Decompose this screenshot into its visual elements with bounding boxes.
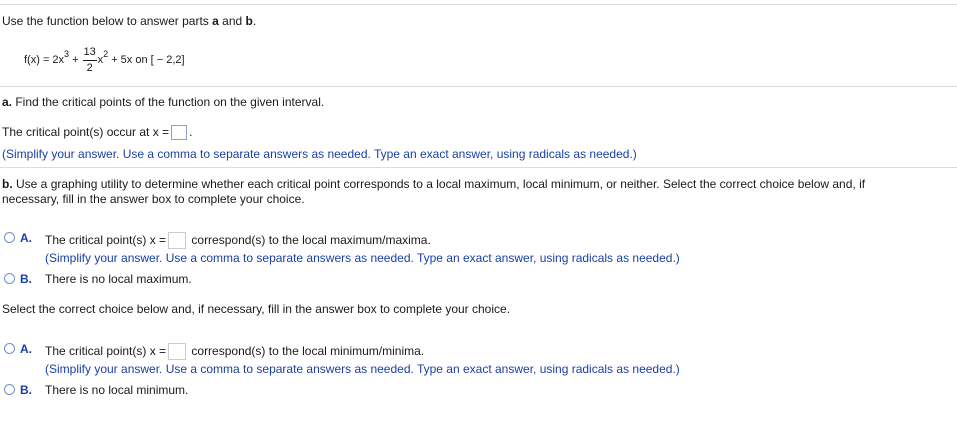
min-option-a: The critical point(s) x = correspond(s) to the local minimum/minima. xyxy=(45,344,425,358)
max-option-a-letter: A. xyxy=(20,231,32,245)
local-max-input[interactable] xyxy=(168,232,186,249)
local-min-input[interactable] xyxy=(168,343,186,360)
max-option-a-radio[interactable] xyxy=(4,232,15,243)
min-option-a-letter: A. xyxy=(20,342,32,356)
max-option-a-hint: (Simplify your answer. Use a comma to separate answers as needed. Type an exact answer, using radicals as needed.) xyxy=(45,251,680,265)
critical-points-input[interactable] xyxy=(171,125,187,140)
max-option-a: The critical point(s) x = correspond(s) to the local maximum/maxima. xyxy=(45,233,431,247)
top-divider xyxy=(0,4,957,5)
max-option-b-radio[interactable] xyxy=(4,273,15,284)
section-divider-a xyxy=(0,86,957,87)
instructions: Use the function below to answer parts a and b. xyxy=(2,14,257,28)
part-a-answer-line: The critical point(s) occur at x = . xyxy=(2,125,193,139)
section-divider-b xyxy=(0,167,957,168)
part-b-question: b. Use a graphing utility to determine whether each critical point corresponds to a local maximum, local minimum, or neither. Select the correct choice below and, if necessary, fill in the answer box to complete your choice. xyxy=(2,177,866,206)
part-a-question: a. Find the critical points of the function on the given interval. xyxy=(2,95,325,109)
max-option-b-text: There is no local maximum. xyxy=(45,272,192,286)
min-option-b: B. xyxy=(20,383,32,397)
fraction: $\frac{13}{2}$ xyxy=(83,46,96,74)
min-option-b-radio[interactable] xyxy=(4,384,15,395)
part-a-hint: (Simplify your answer. Use a comma to separate answers as needed. Type an exact answer, using radicals as needed.) xyxy=(2,147,637,161)
function-expression: $f(x) = 2x^3$ + $\frac{13}{2}$ $x^2 + 5x$ on [ − 2,2] xyxy=(24,46,185,74)
min-option-b-text: There is no local minimum. xyxy=(45,383,189,397)
fraction-bar xyxy=(83,60,97,61)
select-prompt: Select the correct choice below and, if necessary, fill in the answer box to complete your choice. xyxy=(2,302,511,316)
max-option-b: B. xyxy=(20,272,32,286)
min-option-a-hint: (Simplify your answer. Use a comma to separate answers as needed. Type an exact answer, using radicals as needed.) xyxy=(45,362,680,376)
min-option-a-radio[interactable] xyxy=(4,343,15,354)
